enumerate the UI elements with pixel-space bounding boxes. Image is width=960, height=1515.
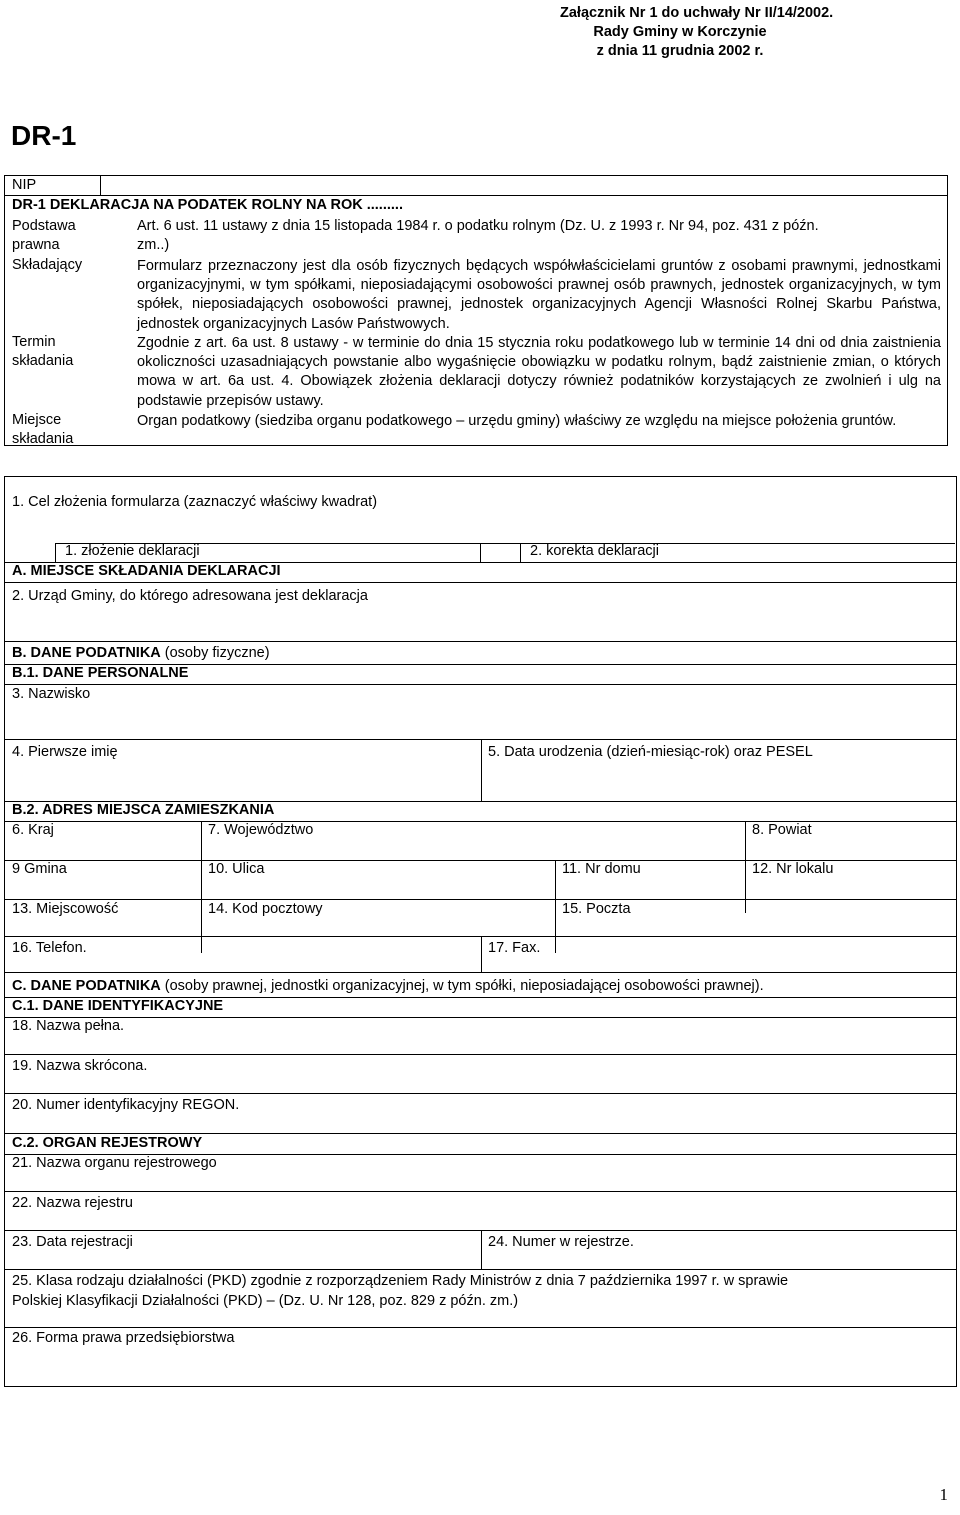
declaration-form [4, 476, 957, 1387]
field-house-number-label: 11. Nr domu [562, 861, 641, 877]
field-flat-number-label: 12. Nr lokalu [752, 861, 834, 877]
field-legal-form[interactable] [12, 1330, 942, 1380]
field-postal-code[interactable] [208, 901, 548, 935]
legal-basis-text-1: Art. 6 ust. 11 ustawy z dnia 15 listopada 1984 r. o podatku rolnym (Dz. U. z 1993 r. Nr 94, poz. 431 z późn. [137, 218, 819, 234]
section-c1-heading: C.1. DANE IDENTYFIKACYJNE [12, 998, 224, 1014]
deadline-label-2: składania [12, 353, 74, 369]
field-post-office[interactable] [562, 901, 942, 935]
field-fax-label: 17. Fax. [488, 940, 541, 956]
section-a-heading: A. MIEJSCE SKŁADANIA DEKLARACJI [12, 563, 281, 579]
field-registry-number[interactable] [488, 1234, 948, 1264]
section-c-subtitle: (osoby prawnej, jednostki organizacyjnej, w tym spółki, nieposiadającej osobowości prawnej). [160, 978, 764, 994]
field-full-name-label: 18. Nazwa pełna. [12, 1018, 125, 1034]
field-birth-date-pesel-label: 5. Data urodzenia (dzień-miesiąc-rok) oraz PESEL [488, 744, 813, 760]
divider [201, 821, 202, 953]
nip-input[interactable] [115, 177, 945, 194]
field-pkd-label-1: 25. Klasa rodzaju działalności (PKD) zgodnie z rozporządzeniem Rady Ministrów z dnia 7 października 1997 r. w sprawie [12, 1273, 789, 1289]
field-flat-number[interactable] [752, 861, 947, 895]
field-registration-date[interactable] [12, 1234, 472, 1264]
field-pkd[interactable] [12, 1313, 942, 1325]
field-country[interactable] [12, 822, 197, 856]
section-c2-heading: C.2. ORGAN REJESTROWY [12, 1135, 203, 1151]
filer-text: Formularz przeznaczony jest dla osób fizycznych będących współwłaścicielami gruntów z osobami prawnymi, jednostkami organizacyjnymi, w tym spółkami, nieposiadającymi osobowości prawnej osób prawnych, jednostek organizacyjnych, w tym spółek, nieposiadających osobowości prawnej, jednostek organizacyjnych Agencji Własności Rolnej Skarbu Państwa, jednostek organizacyjnych Lasów Państwowych. [137, 258, 941, 332]
divider [5, 582, 956, 583]
section-c-title: C. DANE PODATNIKA [12, 978, 161, 994]
field-short-name[interactable] [12, 1058, 942, 1092]
intro-box [4, 175, 948, 446]
deadline-text: Zgodnie z art. 6a ust. 8 ustawy - w terminie do dnia 15 stycznia roku podatkowego lub w terminie 14 dni od dnia zaistnienia okoliczności uzasadniających powstanie albo wygaśnięcie obowiązku w podatku rolnym, bądź zaistnienie zmian, o których mowa w art. 6a ust. 4. Obowiązek złożenia deklaracji dotyczy również podatników korzystających ze zwolnień i ulg na podstawie przepisów ustawy. [137, 335, 941, 409]
field-voivodeship[interactable] [208, 822, 738, 856]
header-line-2: Rady Gminy w Korczynie [593, 24, 767, 40]
divider [5, 1269, 956, 1270]
field-registry-authority[interactable] [12, 1155, 942, 1189]
option-correction[interactable] [530, 543, 950, 562]
purpose-label: 1. Cel złożenia formularza (zaznaczyć właściwy kwadrat) [12, 494, 378, 510]
divider [481, 1230, 482, 1269]
field-birth-date-pesel[interactable] [488, 744, 948, 796]
field-locality[interactable] [12, 901, 197, 935]
section-b-title: B. DANE PODATNIKA [12, 645, 161, 661]
deadline-label-1: Termin [12, 334, 56, 350]
field-fax[interactable] [488, 940, 948, 968]
field-tax-office[interactable] [12, 588, 942, 638]
divider [481, 739, 482, 801]
divider [480, 543, 481, 562]
field-county[interactable] [752, 822, 947, 856]
divider [55, 543, 56, 562]
field-tax-office-label: 2. Urząd Gminy, do którego adresowana jest deklaracja [12, 588, 368, 604]
field-voivodeship-label: 7. Województwo [208, 822, 314, 838]
section-b2-heading: B.2. ADRES MIEJSCA ZAMIESZKANIA [12, 802, 275, 818]
declaration-title: DR-1 DEKLARACJA NA PODATEK ROLNY NA ROK ......... [12, 197, 403, 213]
nip-row-line [5, 195, 947, 196]
field-post-office-label: 15. Poczta [562, 901, 631, 917]
divider [5, 1327, 956, 1328]
option-submission-label: 1. złożenie deklaracji [65, 543, 200, 559]
divider [481, 936, 482, 972]
legal-basis-label-1: Podstawa [12, 218, 76, 234]
field-commune-label: 9 Gmina [12, 861, 67, 877]
field-registry-number-label: 24. Numer w rejestrze. [488, 1234, 634, 1250]
header-line-1: Załącznik Nr 1 do uchwały Nr II/14/2002. [560, 5, 834, 21]
divider [5, 641, 956, 642]
nip-label: NIP [12, 177, 37, 193]
field-pkd-label-2: Polskiej Klasyfikacji Działalności (PKD) – (Dz. U. Nr 128, poz. 829 z późn. zm.) [12, 1293, 519, 1309]
divider [5, 684, 956, 685]
form-code-title: DR-1 [11, 120, 77, 151]
field-phone-label: 16. Telefon. [12, 940, 87, 956]
section-b1-heading: B.1. DANE PERSONALNE [12, 665, 189, 681]
legal-basis-label-2: prawna [12, 237, 60, 253]
header-line-3: z dnia 11 grudnia 2002 r. [596, 43, 764, 59]
section-c-heading [12, 978, 764, 994]
field-regon[interactable] [12, 1097, 942, 1131]
field-phone[interactable] [12, 940, 472, 968]
field-first-name[interactable] [12, 744, 472, 796]
field-locality-label: 13. Miejscowość [12, 901, 119, 917]
field-surname-label: 3. Nazwisko [12, 686, 91, 702]
page-number: 1 [939, 1485, 948, 1504]
field-registry-name-label: 22. Nazwa rejestru [12, 1195, 133, 1211]
place-label-1: Miejsce [12, 412, 62, 428]
field-county-label: 8. Powiat [752, 822, 812, 838]
section-b-heading [12, 645, 270, 661]
divider [520, 543, 521, 562]
divider [5, 899, 956, 900]
field-registration-date-label: 23. Data rejestracji [12, 1234, 133, 1250]
filer-label: Składający [12, 257, 83, 273]
option-submission[interactable] [65, 543, 480, 562]
divider [5, 1093, 956, 1094]
field-street[interactable] [208, 861, 548, 895]
divider [5, 1054, 956, 1055]
option-correction-label: 2. korekta deklaracji [530, 543, 659, 559]
divider [5, 1191, 956, 1192]
nip-divider [100, 176, 101, 196]
divider [5, 972, 956, 973]
field-short-name-label: 19. Nazwa skrócona. [12, 1058, 148, 1074]
field-country-label: 6. Kraj [12, 822, 54, 838]
field-street-label: 10. Ulica [208, 861, 265, 877]
field-registry-name[interactable] [12, 1195, 942, 1229]
place-label-2: składania [12, 431, 74, 447]
field-legal-form-label: 26. Forma prawa przedsiębiorstwa [12, 1330, 235, 1346]
field-full-name[interactable] [12, 1018, 942, 1052]
place-text: Organ podatkowy (siedziba organu podatkowego – urzędu gminy) właściwy ze względu na miejsce położenia gruntów. [137, 413, 897, 429]
field-first-name-label: 4. Pierwsze imię [12, 744, 118, 760]
divider [5, 1133, 956, 1134]
field-surname[interactable] [12, 686, 942, 736]
section-b-subtitle: (osoby fizyczne) [160, 645, 270, 661]
resolution-header [560, 4, 834, 61]
field-registry-authority-label: 21. Nazwa organu rejestrowego [12, 1155, 217, 1171]
field-postal-code-label: 14. Kod pocztowy [208, 901, 323, 917]
field-house-number[interactable] [562, 861, 740, 895]
field-commune[interactable] [12, 861, 197, 895]
legal-basis-text-2: zm..) [137, 237, 170, 253]
field-regon-label: 20. Numer identyfikacyjny REGON. [12, 1097, 240, 1113]
